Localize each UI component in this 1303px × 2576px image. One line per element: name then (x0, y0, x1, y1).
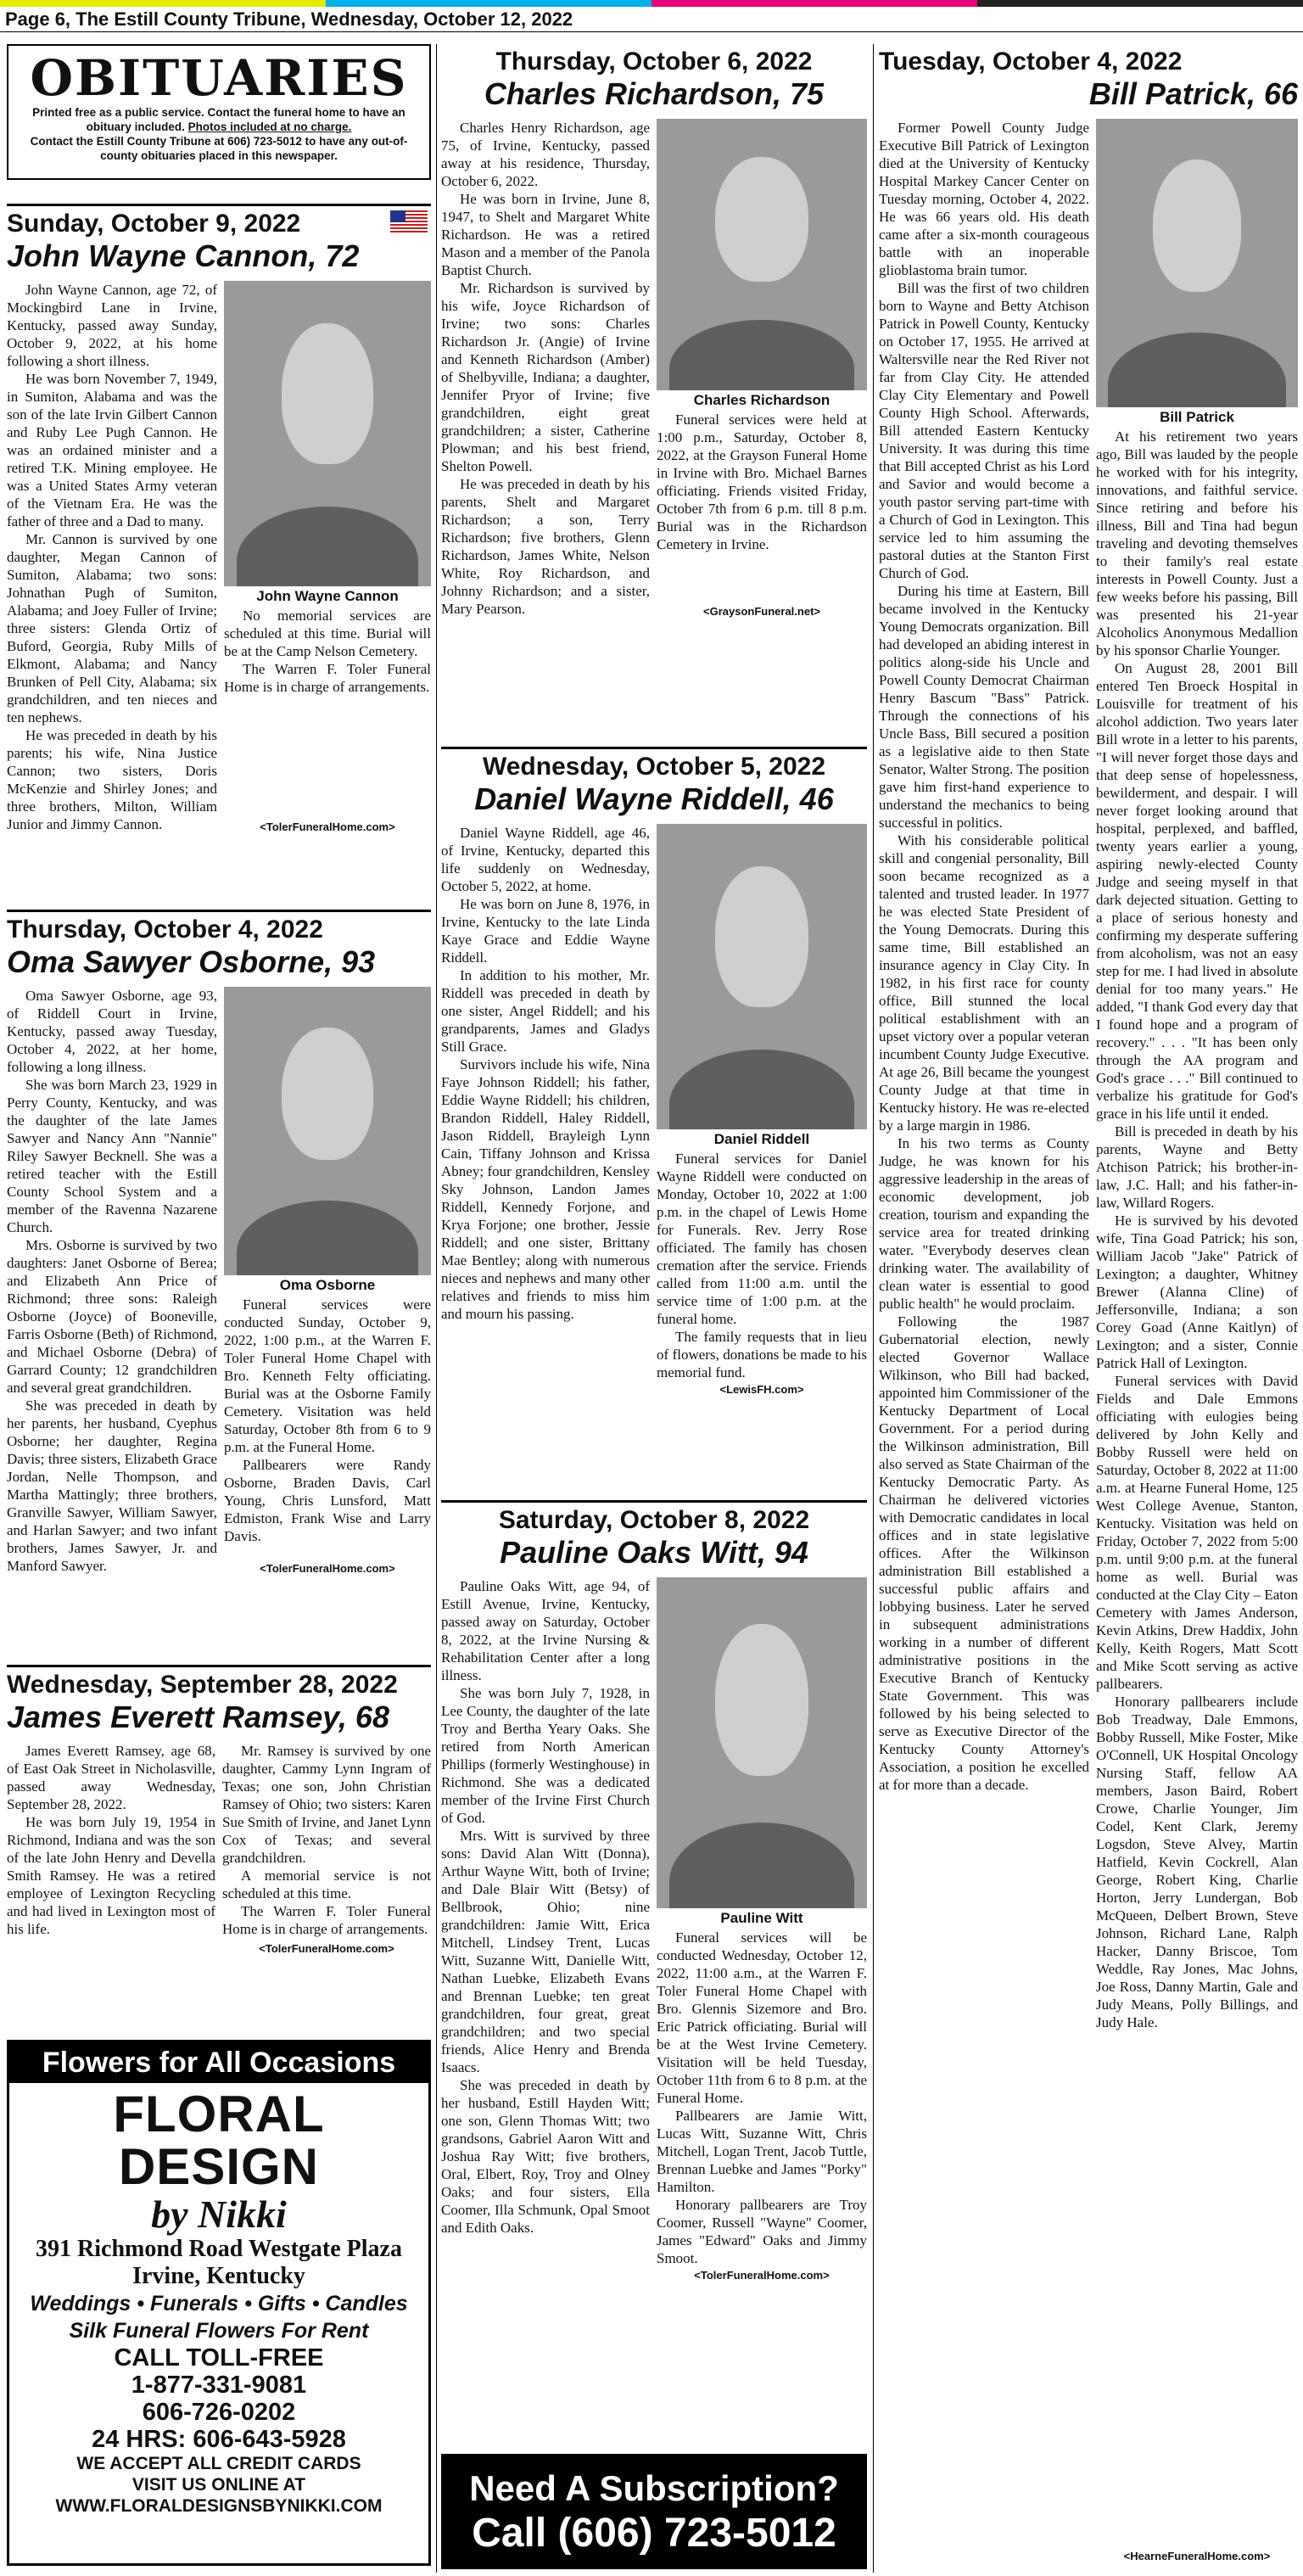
obituary-date: Sunday, October 9, 2022 (7, 204, 431, 238)
obituary-name: James Everett Ramsey, 68 (7, 1700, 389, 1734)
paragraph: On August 28, 2001 Bill entered Ten Broeck Hospital in Louisville for treatment of his alcohol addiction. Two years later Bill wrote in a letter to his parents, "I will never forget those days and that deep sense of hopelessness, bewilderment, and despair. I will never forget looking around that hospital, perplexed, and baffled, twenty years earlier a young, aspiring newly-elected County Judge and seeing myself in that dark dejected situation. Getting to a place of serious honesty and confirming my desperate suffering from alcoholism, was not an easy step for me. I had lived in absolute denial for too many years." He added, "I thank God every day that I found hope and a program of recovery." . . . "It has been only through the AA program and God's grace . . ." Bill continued to verbalize his gratitude for God's grace in his life until it ended. (1096, 660, 1298, 1122)
paragraph: She was preceded in death by her parents, her husband, Cyephus Osborne; her daughter, Regina Davis; three sisters, Elizabeth Grace Jordan, Nelle Thompson, and Martha Mattingly; three brothers, Granville Sawyer, William Sawyer, and Harlan Sawyer; and two infant brothers, James Sawyer, Jr. and Manford Sawyer. (7, 1397, 217, 1574)
paragraph: Bill is preceded in death by his parents, Wayne and Betty Atchison Patrick; his brother-in-law, J.C. Hall; and his father-in-law, Willard Rogers. (1096, 1123, 1298, 1211)
obituaries-masthead (7, 44, 431, 180)
obituary-name: Daniel Wayne Riddell, 46 (474, 781, 834, 816)
paragraph: Charles Henry Richardson, age 75, of Irvine, Kentucky, passed away at his residence, Thursday, October 6, 2022. (441, 120, 650, 189)
obituary-photo (657, 119, 867, 618)
ad-local-number: 606-726-0202 (142, 2399, 296, 2426)
column-middle (441, 44, 867, 2445)
paragraph: Pauline Oaks Witt, age 94, of Estill Avenue, Irvine, Kentucky, passed away on Saturday, October 8, 2022, at the Irvine Nursing & Rehabilitation Center after a long illness. (441, 1578, 650, 1683)
ad-website: WWW.FLORALDESIGNSBYNIKKI.COM (55, 2496, 383, 2516)
ad-rental: Silk Funeral Flowers For Rent (69, 2319, 369, 2343)
obituary-date: Thursday, October 6, 2022 (495, 48, 813, 76)
paragraph: Mrs. Witt is survived by three sons: David Alan Witt (Donna), Arthur Wayne Witt, both of Irvine; and Dale Blair Witt (Betsy) of Bellbrook, Ohio; nine grandchildren: Jamie Witt, Erica Mitchell, Lindsey Trent, Lucas Witt, Suzanne Witt, Danielle Witt, Nathan Luebke, Elizabeth Evans and Brennan Luebke; ten great grandchildren, four great, great grandchildren; and two special friends, Alice Henry and Brenda Isaacs. (441, 1828, 650, 2075)
obituary-ramsey (7, 1665, 431, 2038)
obituary-date: Wednesday, October 5, 2022 (441, 747, 867, 781)
obituary-text (7, 1742, 215, 1957)
obituary-richardson (441, 44, 867, 740)
obituary-photo (657, 824, 867, 1396)
paragraph: Honorary pallbearers include Bob Treadway, Dale Emmons, Bobby Russell, Mike Foster, Mike O'Connell, UK Hospital Oncology Nursing Staff, fellow AA members, Jason Baird, Robert Crowe, Charlie Younger, Jim Codel, Kent Clark, Jeremy Logsdon, Steve Alvey, Martin Hatfield, Kevin Cockrell, Alan George, Robert King, Charlie Horton, Jerry Lundergan, Bob McQueen, Delbert Brown, Steve Johnson, Richard Lane, Ralph Hacker, Danny Briscoe, Tom Weddle, Ray Jones, Mac Johns, Joe Ross, Danny Martin, Gale and Judy Means, Polly Billings, and Judy Hale. (1096, 1694, 1298, 2030)
paragraph: He was born on June 8, 1976, in Irvine, Kentucky to the late Linda Kaye Grace and Eddie Wayne Riddell. (441, 896, 650, 966)
funeral-home-credit: <TolerFuneralHome.com> (260, 820, 395, 833)
obituary-date: Tuesday, October 4, 2022 (879, 48, 1183, 76)
funeral-home-credit: <TolerFuneralHome.com> (694, 2269, 830, 2282)
paragraph: In his two terms as County Judge, he was known for his aggressive leadership in the areas of economic development, job creation, tourism and expanding the service area for treated drinking water. "Everybody deserves clean drinking water. The availability of clean water is essential to good public health" he would proclaim. (879, 1135, 1089, 1312)
column-divider (873, 44, 874, 2573)
paragraph: Funeral services were held at 1:00 p.m., Saturday, October 8, 2022, at the Grayson Funeral Home in Irvine with Bro. Michael Barnes officiating. Friends visited Friday, October 7th from 6 p.m. till 8 p.m. Burial was in the Richardson Cemetery in Irvine. (657, 412, 867, 552)
obituary-date: Saturday, October 8, 2022 (441, 1500, 867, 1535)
obituary-witt (441, 1500, 867, 2445)
ad-24hr-number: 24 HRS: 606-643-5928 (92, 2426, 346, 2453)
funeral-home-credit: <HearneFuneralHome.com> (1123, 2550, 1271, 2562)
photo-caption: Bill Patrick (1160, 409, 1234, 425)
paragraph: James Everett Ramsey, age 68, of East Oak Street in Nicholasville, passed away Wednesday, September 28, 2022. (7, 1743, 215, 1812)
paragraph: He was preceded in death by his parents; his wife, Nina Justice Cannon; two sisters, Doris McKenzie and Shirley Jones; and three brothers, Milton, William Junior and Jimmy Cannon. (7, 727, 217, 832)
obituary-text (441, 824, 650, 1396)
paragraph: He was born in Irvine, June 8, 1947, to Shelt and Margaret White Richardson. He was a retired Mason and a member of the Panola Baptist Church. (441, 191, 650, 278)
obituary-photo (224, 281, 431, 833)
paragraph: Funeral services for Daniel Wayne Riddell were conducted on Monday, October 10, 2022 at 1:00 p.m. in the chapel of Lewis Home for Funerals. Rev. Jerry Rose officiated. The family has chosen cremation after the service. Friends called from 11:00 a.m. until the service time of 1:00 p.m. at the funeral home. (657, 1151, 867, 1327)
paragraph: She was born March 23, 1929 in Perry County, Kentucky, and was the daughter of the late James Sawyer and Nancy Ann "Nannie" Riley Sawyer Becknell. She was a retired teacher with the Estill County School System and a member of the Ravenna Nazarene Church. (7, 1077, 217, 1235)
ad-call-label: CALL TOLL-FREE (114, 2344, 324, 2372)
page-header: Page 6, The Estill County Tribune, Wednesday, October 12, 2022 (0, 7, 1303, 32)
paragraph: Bill was the first of two children born to Wayne and Betty Atchison Patrick in Powell County, Kentucky on October 17, 1955. He arrived at Waltersville near the Red River not far from Clay City. He attended Clay City Elementary and Powell County High School. Afterwards, Bill attended Eastern Kentucky University. It was during this time that Bill accepted Christ as his Lord and Savior and would become a youth pastor serving part-time with a Church of God in Lexington. This service led to him assuming the pastoral duties at the Stanton First Church of God. (879, 280, 1089, 581)
ad-byline: by Nikki (151, 2192, 287, 2236)
obituary-date: Wednesday, September 28, 2022 (7, 1665, 431, 1700)
paragraph: He was born July 19, 1954 in Richmond, Indiana and was the son of the late John Henry and Devella Smith Ramsey. He was a retired employee of Lexington Recycling and had lived in Lexington most of his life. (7, 1814, 215, 1937)
ad-services: Weddings • Funerals • Gifts • Candles (30, 2292, 408, 2316)
paragraph: In addition to his mother, Mr. Riddell was preceded in death by one sister, Angel Riddell; and his grandparents, James and Gladys Still Grace. (441, 967, 650, 1055)
obituary-text-continued (222, 1742, 431, 1957)
obituary-text (7, 987, 217, 1575)
portrait-image (657, 1577, 867, 1908)
notice-line-1: Printed free as a public service. Contact the funeral home to have an obituary included. (32, 106, 405, 133)
paragraph: Mr. Cannon is survived by one daughter, Megan Cannon of Sumiton, Alabama; two sons: Johnathan Pugh of Sumiton, Alabama; and Joey Fuller of Irvine; three sisters: Glenda Ortiz of Buford, Georgia, Ruby Mills of Elkmont, Alabama; and Nancy Brunken of Pell City, Alabama; six grandchildren, and ten nieces and ten nephews. (7, 531, 217, 725)
paragraph: Funeral services will be conducted Wednesday, October 12, 2022, 11:00 a.m., at the Warren F. Toler Funeral Home Chapel with Bro. Glennis Sizemore and Bro. Eric Patrick officiating. Burial will be at the West Irvine Cemetery. Visitation will be held Tuesday, October 11th from 6 to 8 p.m. at the Funeral Home. (657, 1929, 867, 2106)
paragraph: The Warren F. Toler Funeral Home is in charge of arrangements. (224, 661, 431, 695)
paragraph: Pallbearers were Randy Osborne, Braden Davis, Carl Young, Chris Lunsford, Matt Edmiston, Frank Wise and Larry Davis. (224, 1457, 431, 1544)
obituary-text (441, 119, 650, 618)
obituaries-notice (15, 105, 422, 163)
funeral-home-credit: <LewisFH.com> (719, 1383, 804, 1396)
paragraph: Mrs. Osborne is survived by two daughters: Janet Osborne of Berea; and Elizabeth Ann Price of Richmond; three sons: Raleigh Osborne (Joyce) of Booneville, Farris Osborne (Beth) of Richmond, and Michael Osborne (Debra) of Garrard County; 12 grandchildren and several great grandchildren. (7, 1237, 217, 1396)
column-divider (436, 44, 437, 2573)
funeral-home-credit: <TolerFuneralHome.com> (260, 1562, 395, 1575)
paragraph: He is survived by his devoted wife, Tina Goad Patrick; his son, William Jacob "Jake" Patrick of Lexington; a daughter, Whitney Brewer (Alanna Cline) of Jeffersonville, Indiana; a son Corey Goad (Anne Kaitlyn) of Lexington; and a sister, Connie Patrick Hall of Lexington. (1096, 1212, 1298, 1371)
paragraph: Mr. Ramsey is survived by one daughter, Cammy Lynn Ingram of Texas; one son, John Christian Ramsey of Ohio; two sisters: Karen Sue Smith of Irvine, and Janet Lynn Cox of Texas; and several grandchildren. (222, 1743, 431, 1866)
obituary-date: Thursday, October 4, 2022 (7, 910, 431, 944)
ad-city: Irvine, Kentucky (132, 2263, 305, 2289)
ad-business-name: FLORAL DESIGN (113, 2086, 325, 2195)
paragraph: During his time at Eastern, Bill became involved in the Kentucky Young Democrats organization. Bill had developed an abiding interest in politics along-side his Uncle and Powell County Democrat Chairman Henry Bascum "Bass" Patrick. Through the connections of his Uncle Bass, Bill secured a position as a legislative aide to then State Senator, Walter Strong. The position gave him first-hand experience to understand the mechanics to being successful in politics. (879, 583, 1089, 831)
paragraph: Oma Sawyer Osborne, age 93, of Riddell Court in Irvine, Kentucky, passed away Tuesday, October 4, 2022, at her home, following a long illness. (7, 988, 217, 1075)
paragraph: Honorary pallbearers are Troy Coomer, Russell "Wayne" Coomer, James "Edward" Oaks and Jimmy Smoot. (657, 2197, 867, 2266)
obituary-text (879, 119, 1089, 2562)
obituary-name: John Wayne Cannon, 72 (7, 238, 360, 273)
obituary-riddell (441, 747, 867, 1493)
portrait-image (224, 987, 431, 1275)
paragraph: Former Powell County Judge Executive Bill Patrick of Lexington died at the University of Kentucky Hospital Markey Cancer Center on Tuesday morning, October 4, 2022. He was 66 years old. His death came after a six-month courageous battle with an inoperable glioblastoma brain tumor. (879, 120, 1089, 278)
american-flag-icon (390, 210, 428, 232)
obituary-photo (224, 987, 431, 1575)
obituary-name: Charles Richardson, 75 (484, 76, 825, 111)
obituaries-title: OBITUARIES (30, 49, 408, 107)
color-swatch-black (977, 0, 1303, 7)
paragraph: The Warren F. Toler Funeral Home is in charge of arrangements. (222, 1903, 431, 1937)
paragraph: John Wayne Cannon, age 72, of Mockingbird Lane in Irvine, Kentucky, passed away Sunday, October 9, 2022, at his home following a short illness. (7, 282, 217, 369)
notice-line-2: Photos included at no charge. (187, 120, 352, 133)
photo-caption: Oma Osborne (279, 1277, 376, 1293)
subscription-banner (441, 2454, 867, 2569)
obituary-photo (1096, 119, 1298, 2562)
funeral-home-credit: <GraysonFuneral.net> (703, 605, 820, 618)
portrait-image (657, 119, 867, 390)
paragraph: The family requests that in lieu of flowers, donations be made to his memorial fund. (657, 1329, 867, 1380)
ad-banner: Flowers for All Occasions (9, 2042, 428, 2083)
color-swatch-cyan (326, 0, 652, 7)
paragraph: Daniel Wayne Riddell, age 46, of Irvine, Kentucky, departed this life suddenly on Wednesday, October 5, 2022, at home. (441, 825, 650, 894)
photo-caption: Pauline Witt (720, 1910, 803, 1926)
portrait-image (1096, 119, 1298, 407)
column-right (879, 44, 1298, 2569)
column-left (7, 44, 431, 2038)
photo-caption: John Wayne Cannon (256, 588, 399, 604)
ad-address: 391 Richmond Road Westgate Plaza (36, 2236, 402, 2262)
ad-toll-free-number: 1-877-331-9081 (131, 2372, 307, 2399)
obituary-name: Oma Sawyer Osborne, 93 (7, 944, 376, 979)
obituary-cannon (7, 204, 431, 901)
paragraph: She was preceded in death by her husband, Estill Hayden Witt; one son, Glenn Thomas Witt; two grandsons, Gabriel Aaron Witt and Joshua Ray Witt; five brothers, Oral, Elbert, Roy, Troy and Olney Oaks; and four sisters, Ella Coomer, Illa Schmunk, Opal Smoot and Edith Oaks. (441, 2077, 650, 2236)
ad-credit-cards: WE ACCEPT ALL CREDIT CARDS (76, 2454, 361, 2473)
subscription-question: Need A Subscription? (469, 2468, 839, 2508)
color-swatch-yellow (0, 0, 326, 7)
paragraph: She was born July 7, 1928, in Lee County, the daughter of the late Troy and Bertha Yeary Oaks. She retired from North American Phillips (formerly Westinghouse) in Richmond. She was a dedicated member of the Irvine First Church of God. (441, 1685, 650, 1826)
paragraph: Mr. Richardson is survived by his wife, Joyce Richardson of Irvine; two sons: Charles Richardson Jr. (Angie) of Irvine and Kenneth Richardson (Amber) of Shelbyville, Indiana; a daughter, Jennifer Pryor of Irvine; five grandchildren, eight great grandchildren; a sister, Catherine Plowman; and his best friend, Shelton Powell. (441, 280, 650, 474)
obituary-osborne (7, 910, 431, 1656)
obituary-text (441, 1577, 650, 2282)
obituary-patrick (879, 44, 1298, 2569)
photo-caption: Daniel Riddell (713, 1131, 810, 1147)
paragraph: No memorial services are scheduled at this time. Burial will be at the Camp Nelson Cemetery. (224, 608, 431, 659)
paragraph: A memorial service is not scheduled at this time. (222, 1868, 431, 1901)
paragraph: Funeral services with David Fields and Dale Emmons officiating with eulogies being delivered by John Kelly and Bobby Russell were held on Saturday, October 8, 2022 at 11:00 a.m. at Hearne Funeral Home, 125 West College Avenue, Stanton, Kentucky. Visitation was held on Friday, October 7, 2022 from 5:00 p.m. until 9:00 p.m. at the funeral home as well. Burial was conducted at the Clay City – Eaton Cemetery with James Anderson, Kevin Atkins, Drew Haddix, John Kelly, Keith Rogers, Matt Scott and Mike Scott serving as active pallbearers. (1096, 1373, 1298, 1692)
paragraph: He was born November 7, 1949, in Sumiton, Alabama and was the son of the late Irvin Gilbert Cannon and Ruby Lee Pugh Cannon. He was an ordained minister and a retired T.K. Mining employee. He was a United States Army veteran of the Vietnam Era. He was the father of three and a Dad to many. (7, 371, 217, 529)
florist-advertisement (7, 2040, 431, 2566)
color-registration-bar (0, 0, 1303, 7)
obituary-text (7, 281, 217, 833)
portrait-image (224, 281, 431, 586)
notice-line-3: Contact the Estill County Tribune at 606) 723-5012 to have any out-of-county obituaries placed in this newspaper. (30, 135, 408, 162)
obituary-name: Bill Patrick, 66 (1088, 76, 1298, 111)
funeral-home-credit: <TolerFuneralHome.com> (259, 1942, 394, 1955)
photo-caption: Charles Richardson (693, 392, 830, 408)
paragraph: Following the 1987 Gubernatorial election, newly elected Governor Wallace Wilkinson, who Bill had backed, appointed him Commissioner of the Kentucky Department of Local Government. For a period during the Wilkinson administration, Bill also served as State Chairman of the Kentucky Democratic Party. As Chairman he delivered victories with Democratic candidates in local offices and in state legislative offices. After the Wilkinson administration Bill established a successful public affairs and lobbying business. Later he served in subsequent administrations working in a number of different administrative positions in the Executive Branch of Kentucky State Government. This was followed by his being selected to serve as Executive Director of the Kentucky County Attorney's Association, a position he excelled at for more than a decade. (879, 1313, 1089, 1793)
color-swatch-magenta (652, 0, 977, 7)
obituary-photo (657, 1577, 867, 2282)
paragraph: He was preceded in death by his parents, Shelt and Margaret Richardson; a son, Terry Richardson; five brothers, Glenn Richardson, James White, Nelson White, Roy Richardson, and Johnny Richardson; and a sister, Mary Pearson. (441, 476, 650, 617)
ad-visit-label: VISIT US ONLINE AT (131, 2475, 306, 2495)
portrait-image (657, 824, 867, 1129)
paragraph: Survivors include his wife, Nina Faye Johnson Riddell; his father, Eddie Wayne Riddell; his children, Brandon Riddell, Haley Riddell, Jason Riddell, Brayleigh Lynn Cain, Tiffany Johnson and Krissa Abney; four grandchildren, Kensley Sky Johnson, Landon James Riddell, Kennedy Forjone, and Krya Forjone; one brother, Jessie Riddell; and one sister, Brittany Mae Bentley; along with numerous nieces and nephews and many other relatives and friends to miss him and mourn his passing. (441, 1056, 650, 1322)
paragraph: Funeral services were conducted Sunday, October 9, 2022, 1:00 p.m., at the Warren F. Toler Funeral Home Chapel with Bro. Kenneth Felty officiating. Burial was at the Osborne Family Cemetery. Visitation was held Saturday, October 8th from 6 to 9 p.m. at the Funeral Home. (224, 1296, 431, 1455)
paragraph: Pallbearers are Jamie Witt, Lucas Witt, Suzanne Witt, Chris Mitchell, Logan Trent, Jacob Tuttle, Brennan Luebke and James "Porky" Hamilton. (657, 2108, 867, 2195)
obituary-name: Pauline Oaks Witt, 94 (500, 1535, 808, 1570)
subscription-phone: Call (606) 723-5012 (472, 2511, 836, 2556)
paragraph: With his considerable political skill and congenial personality, Bill soon became recognized as a talented and trusted leader. In 1977 he was elected State President of the Young Democrats. During this same time, Bill established an insurance agency in Clay City. In 1982, in his first race for county office, Bill stunned the local political establishment with an upset victory over a popular veteran incumbent County Judge Executive. At age 26, Bill became the youngest County Judge at that time in Kentucky history. He was re-elected by a large margin in 1986. (879, 832, 1089, 1134)
paragraph: At his retirement two years ago, Bill was lauded by the people he worked with for his integrity, innovations, and faithful service. Since retiring and before his illness, Bill and Tina had begun traveling and devoting themselves to their family's real estate interests in Powell County. Just a few weeks before his passing, Bill was presented his 21-year Alcoholics Anonymous Medallion by his sponsor Charlie Younger. (1096, 428, 1298, 658)
